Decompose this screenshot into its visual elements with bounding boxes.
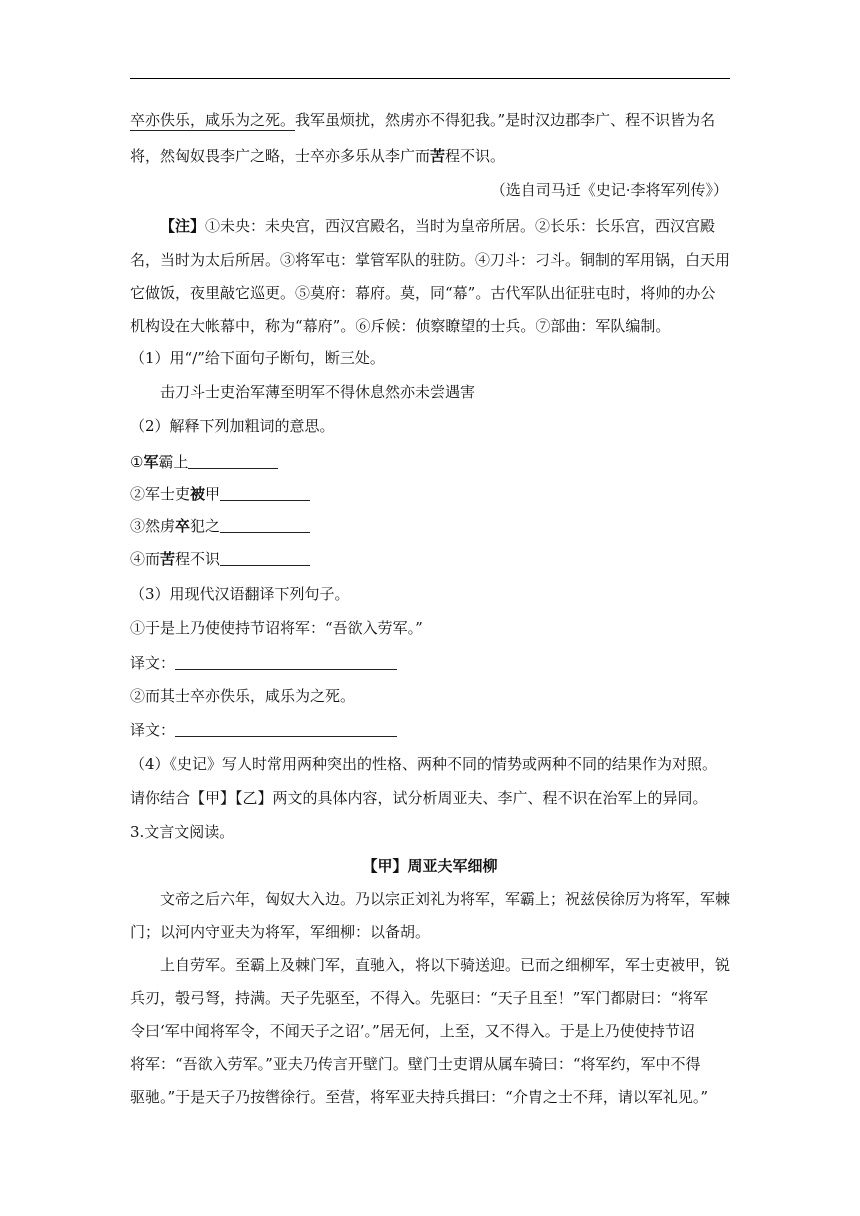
underlined-sentence: 卒亦佚乐，咸乐为之死。: [130, 111, 296, 129]
question-2-item: ②军士吏被甲: [130, 484, 730, 504]
answer-blank[interactable]: [220, 518, 310, 533]
question-1-prompt: （1）用“/”给下面句子断句，断三处。: [130, 349, 385, 367]
question-3-sentence-2: ②而其士卒亦佚乐，咸乐为之死。: [130, 687, 356, 705]
passage-line: 将，然匈奴畏李广之略，士卒亦多乐从李广而苦程不识。: [130, 147, 506, 165]
question-2-item: ①军霸上: [130, 452, 730, 472]
question-4-line: 请你结合【甲】【乙】两文的具体内容，试分析周亚夫、李广、程不识在治军上的异同。: [130, 789, 708, 807]
question-3-prompt: （3）用现代汉语翻译下列句子。: [130, 585, 350, 603]
passage-line: 令曰‘军中闻将军令，不闻天子之诏’。”居无何，上至，又不得入。于是上乃使使持节诏: [130, 1022, 695, 1040]
notes-line: 它做饭，夜里敲它巡更。⑤莫府：幕府。莫，同“幕”。古代军队出征驻屯时，将帅的办公: [130, 284, 716, 302]
notes-label: 【注】: [160, 217, 206, 235]
translation-blank[interactable]: [175, 655, 397, 670]
notes-line: 机构设在大帐幕中，称为“幕府”。⑥斥候：侦察瞭望的士兵。⑦部曲：军队编制。: [130, 317, 671, 335]
passage-line: 将军：“吾欲入劳军。”亚夫乃传言开壁门。壁门士吏谓从属车骑曰：“将军约，军中不得: [130, 1055, 701, 1073]
bold-word: 苦: [430, 147, 446, 165]
passage-line: 卒亦佚乐，咸乐为之死。我军虽烦扰，然虏亦不得犯我。”是时汉边郡李广、程不识皆为名: [130, 111, 716, 129]
translation-line: 译文：: [130, 720, 730, 740]
question-2-prompt: （2）解释下列加粗词的意思。: [130, 417, 335, 435]
passage-line: 兵刃，彀弓弩，持满。天子先驱至，不得入。先驱曰：“天子且至！”军门都尉曰：“将军: [130, 989, 709, 1007]
answer-blank[interactable]: [188, 454, 278, 469]
answer-blank[interactable]: [220, 486, 310, 501]
header-rule: [130, 78, 730, 79]
notes-line: 名，当时为太后所居。③将军屯：掌管军队的驻防。④刀斗：刁斗。铜制的军用锅，白天用: [130, 251, 731, 269]
notes-line: 【注】①未央：未央宫，西汉宫殿名，当时为皇帝所居。②长乐：长乐宫，西汉宫殿: [160, 217, 716, 235]
source-citation: （选自司马迁《史记·李将军列传》）: [490, 181, 728, 199]
answer-blank[interactable]: [220, 551, 310, 566]
passage-line: 上自劳军。至霸上及棘门军，直驰入，将以下骑送迎。已而之细柳军，军士吏被甲，锐: [160, 956, 731, 974]
translation-line: 译文：: [130, 653, 730, 673]
question-3-sentence-1: ①于是上乃使使持节诏将军：“吾欲入劳军。”: [130, 619, 423, 637]
section-heading: 3.文言文阅读。: [130, 823, 235, 841]
translation-blank[interactable]: [175, 722, 397, 737]
passage-title: 【甲】周亚夫军细柳: [362, 857, 498, 875]
passage-line: 文帝之后六年，匈奴大入边。乃以宗正刘礼为将军，军霸上；祝兹侯徐厉为将军，军棘: [160, 890, 731, 908]
question-2-item: ③然虏卒犯之: [130, 516, 730, 536]
passage-line: 驱驰。”于是天子乃按辔徐行。至营，将军亚夫持兵揖曰：“介胄之士不拜，请以军礼见。”: [130, 1088, 709, 1106]
question-1-sentence: 击刀斗士吏治军薄至明军不得休息然亦未尝遇害: [160, 383, 476, 401]
question-4-line: （4）《史记》写人时常用两种突出的性格、两种不同的情势或两种不同的结果作为对照。: [130, 755, 718, 773]
question-2-item: ④而苦程不识: [130, 549, 730, 569]
passage-line: 门；以河内守亚夫为将军，军细柳：以备胡。: [130, 923, 431, 941]
